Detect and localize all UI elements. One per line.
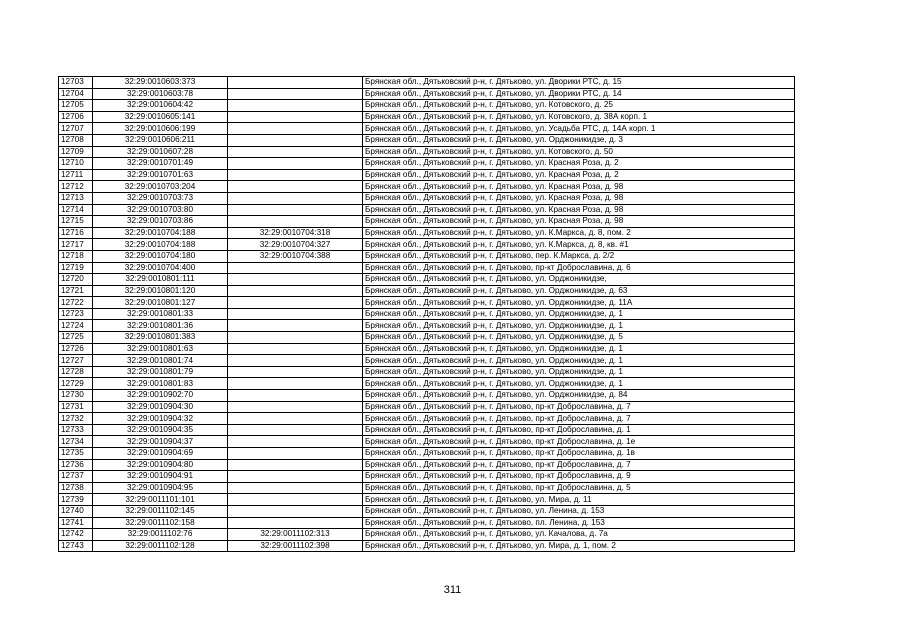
related-cadastral-number-cell (228, 216, 363, 228)
table-row (59, 134, 795, 146)
related-cadastral-number-cell (228, 285, 363, 297)
table-row (59, 529, 795, 541)
row-number-cell: 12716 (59, 227, 93, 239)
address-cell: Брянская обл., Дятьковский р-н, г. Дятьково, ул. Качалова, д. 7а (363, 529, 795, 541)
cadastral-number-cell: 32:29:0010704:400 (93, 262, 228, 274)
cadastral-number-cell: 32:29:0010904:37 (93, 436, 228, 448)
table-row (59, 77, 795, 89)
cadastral-number-cell: 32:29:0011102:128 (93, 540, 228, 552)
cadastral-number-cell: 32:29:0010904:32 (93, 413, 228, 425)
row-number-cell: 12703 (59, 77, 93, 89)
row-number-cell: 12705 (59, 100, 93, 112)
related-cadastral-number-cell (228, 332, 363, 344)
cadastral-number-cell: 32:29:0010701:63 (93, 169, 228, 181)
address-cell: Брянская обл., Дятьковский р-н, г. Дятьково, ул. Красная Роза, д. 98 (363, 204, 795, 216)
cadastral-number-cell: 32:29:0010904:35 (93, 424, 228, 436)
related-cadastral-number-cell: 32:29:0010704:327 (228, 239, 363, 251)
table-row (59, 401, 795, 413)
related-cadastral-number-cell (228, 204, 363, 216)
cadastral-number-cell: 32:29:0010603:78 (93, 88, 228, 100)
cadastral-number-cell: 32:29:0010904:95 (93, 482, 228, 494)
address-cell: Брянская обл., Дятьковский р-н, г. Дятьково, ул. Мира, д. 11 (363, 494, 795, 506)
cadastral-number-cell: 32:29:0010603:373 (93, 77, 228, 89)
table-row (59, 239, 795, 251)
related-cadastral-number-cell: 32:29:0011102:313 (228, 529, 363, 541)
table-row (59, 146, 795, 158)
row-number-cell: 12733 (59, 424, 93, 436)
address-cell: Брянская обл., Дятьковский р-н, г. Дятьково, ул. К.Маркса, д. 8, пом. 2 (363, 227, 795, 239)
row-number-cell: 12712 (59, 181, 93, 193)
address-cell: Брянская обл., Дятьковский р-н, г. Дятьково, ул. Орджоникидзе, д. 84 (363, 390, 795, 402)
cadastral-number-cell: 32:29:0010704:180 (93, 250, 228, 262)
related-cadastral-number-cell (228, 158, 363, 170)
related-cadastral-number-cell (228, 274, 363, 286)
related-cadastral-number-cell (228, 181, 363, 193)
row-number-cell: 12711 (59, 169, 93, 181)
row-number-cell: 12740 (59, 505, 93, 517)
cadastral-number-cell: 32:29:0010904:80 (93, 459, 228, 471)
related-cadastral-number-cell (228, 169, 363, 181)
address-cell: Брянская обл., Дятьковский р-н, г. Дятьково, ул. Красная Роза, д. 98 (363, 192, 795, 204)
address-cell: Брянская обл., Дятьковский р-н, г. Дятьково, пр-кт Доброславина, д. 1в (363, 448, 795, 460)
table-row (59, 227, 795, 239)
table-row (59, 192, 795, 204)
row-number-cell: 12728 (59, 366, 93, 378)
table-row (59, 274, 795, 286)
related-cadastral-number-cell (228, 146, 363, 158)
table-row (59, 459, 795, 471)
address-cell: Брянская обл., Дятьковский р-н, г. Дятьково, ул. Орджоникидзе, д. 1 (363, 308, 795, 320)
table-row (59, 505, 795, 517)
address-cell: Брянская обл., Дятьковский р-н, г. Дятьково, ул. Красная Роза, д. 2 (363, 158, 795, 170)
table-row (59, 517, 795, 529)
cadastral-number-cell: 32:29:0010801:111 (93, 274, 228, 286)
related-cadastral-number-cell (228, 77, 363, 89)
row-number-cell: 12717 (59, 239, 93, 251)
cadastral-number-cell: 32:29:0011102:145 (93, 505, 228, 517)
address-cell: Брянская обл., Дятьковский р-н, г. Дятьково, пр-кт Доброславина, д. 1 (363, 424, 795, 436)
cadastral-number-cell: 32:29:0010801:74 (93, 355, 228, 367)
table-row (59, 216, 795, 228)
table-row (59, 111, 795, 123)
row-number-cell: 12713 (59, 192, 93, 204)
address-cell: Брянская обл., Дятьковский р-н, г. Дятьково, пр-кт Доброславина, д. 5 (363, 482, 795, 494)
table-row (59, 262, 795, 274)
row-number-cell: 12708 (59, 134, 93, 146)
cadastral-number-cell: 32:29:0010801:127 (93, 297, 228, 309)
row-number-cell: 12722 (59, 297, 93, 309)
related-cadastral-number-cell (228, 401, 363, 413)
address-cell: Брянская обл., Дятьковский р-н, г. Дятьково, ул. Орджоникидзе, д. 1 (363, 378, 795, 390)
address-cell: Брянская обл., Дятьковский р-н, г. Дятьково, ул. Орджоникидзе, д. 1 (363, 355, 795, 367)
table-row (59, 100, 795, 112)
cadastral-number-cell: 32:29:0010704:188 (93, 227, 228, 239)
address-cell: Брянская обл., Дятьковский р-н, г. Дятьково, пр-кт Доброславина, д. 9 (363, 471, 795, 483)
row-number-cell: 12709 (59, 146, 93, 158)
table-row (59, 343, 795, 355)
related-cadastral-number-cell (228, 134, 363, 146)
table-row (59, 494, 795, 506)
document-page (58, 76, 795, 552)
table-body (59, 77, 795, 552)
address-cell: Брянская обл., Дятьковский р-н, г. Дятьково, пр-кт Доброславина, д. 1е (363, 436, 795, 448)
row-number-cell: 12718 (59, 250, 93, 262)
cadastral-number-cell: 32:29:0010703:73 (93, 192, 228, 204)
related-cadastral-number-cell (228, 448, 363, 460)
cadastral-number-cell: 32:29:0010801:83 (93, 378, 228, 390)
table-row (59, 436, 795, 448)
related-cadastral-number-cell (228, 100, 363, 112)
cadastral-number-cell: 32:29:0010801:63 (93, 343, 228, 355)
row-number-cell: 12706 (59, 111, 93, 123)
row-number-cell: 12719 (59, 262, 93, 274)
row-number-cell: 12704 (59, 88, 93, 100)
related-cadastral-number-cell (228, 123, 363, 135)
row-number-cell: 12726 (59, 343, 93, 355)
address-cell: Брянская обл., Дятьковский р-н, г. Дятьково, ул. Орджоникидзе, д. 5 (363, 332, 795, 344)
cadastral-number-cell: 32:29:0010605:141 (93, 111, 228, 123)
address-cell: Брянская обл., Дятьковский р-н, г. Дятьково, ул. Котовского, д. 50 (363, 146, 795, 158)
table-row (59, 471, 795, 483)
cadastral-number-cell: 32:29:0011101:101 (93, 494, 228, 506)
row-number-cell: 12725 (59, 332, 93, 344)
related-cadastral-number-cell (228, 436, 363, 448)
table-row (59, 158, 795, 170)
related-cadastral-number-cell (228, 471, 363, 483)
cadastral-number-cell: 32:29:0010801:120 (93, 285, 228, 297)
cadastral-number-cell: 32:29:0010703:86 (93, 216, 228, 228)
row-number-cell: 12730 (59, 390, 93, 402)
table-row (59, 297, 795, 309)
row-number-cell: 12743 (59, 540, 93, 552)
related-cadastral-number-cell: 32:29:0010704:388 (228, 250, 363, 262)
row-number-cell: 12723 (59, 308, 93, 320)
address-cell: Брянская обл., Дятьковский р-н, г. Дятьково, ул. Ленина, д. 153 (363, 505, 795, 517)
address-cell: Брянская обл., Дятьковский р-н, г. Дятьково, ул. Красная Роза, д. 98 (363, 181, 795, 193)
related-cadastral-number-cell (228, 459, 363, 471)
address-cell: Брянская обл., Дятьковский р-н, г. Дятьково, пер. К.Маркса, д. 2/2 (363, 250, 795, 262)
cadastral-number-cell: 32:29:0010801:383 (93, 332, 228, 344)
related-cadastral-number-cell (228, 378, 363, 390)
related-cadastral-number-cell (228, 390, 363, 402)
row-number-cell: 12731 (59, 401, 93, 413)
table-row (59, 181, 795, 193)
address-cell: Брянская обл., Дятьковский р-н, г. Дятьково, ул. Орджоникидзе, д. 11А (363, 297, 795, 309)
related-cadastral-number-cell (228, 482, 363, 494)
address-cell: Брянская обл., Дятьковский р-н, г. Дятьково, пл. Ленина, д. 153 (363, 517, 795, 529)
cadastral-number-cell: 32:29:0010606:211 (93, 134, 228, 146)
address-cell: Брянская обл., Дятьковский р-н, г. Дятьково, пр-кт Доброславина, д. 7 (363, 413, 795, 425)
related-cadastral-number-cell (228, 343, 363, 355)
cadastral-number-cell: 32:29:0010701:49 (93, 158, 228, 170)
address-cell: Брянская обл., Дятьковский р-н, г. Дятьково, ул. Орджоникидзе, д. 1 (363, 343, 795, 355)
table-row (59, 204, 795, 216)
row-number-cell: 12734 (59, 436, 93, 448)
address-cell: Брянская обл., Дятьковский р-н, г. Дятьково, ул. К.Маркса, д. 8, кв. #1 (363, 239, 795, 251)
related-cadastral-number-cell (228, 320, 363, 332)
related-cadastral-number-cell (228, 494, 363, 506)
table-row (59, 448, 795, 460)
address-cell: Брянская обл., Дятьковский р-н, г. Дятьково, ул. Дворики РТС, д. 14 (363, 88, 795, 100)
related-cadastral-number-cell (228, 505, 363, 517)
address-cell: Брянская обл., Дятьковский р-н, г. Дятьково, ул. Мира, д. 1, пом. 2 (363, 540, 795, 552)
cadastral-number-cell: 32:29:0010607:28 (93, 146, 228, 158)
related-cadastral-number-cell (228, 192, 363, 204)
address-cell: Брянская обл., Дятьковский р-н, г. Дятьково, ул. Котовского, д. 38А корп. 1 (363, 111, 795, 123)
table-row (59, 366, 795, 378)
address-cell: Брянская обл., Дятьковский р-н, г. Дятьково, ул. Орджоникидзе, д. 63 (363, 285, 795, 297)
address-cell: Брянская обл., Дятьковский р-н, г. Дятьково, ул. Котовского, д. 25 (363, 100, 795, 112)
table-row (59, 123, 795, 135)
table-row (59, 285, 795, 297)
address-cell: Брянская обл., Дятьковский р-н, г. Дятьково, ул. Красная Роза, д. 2 (363, 169, 795, 181)
address-cell: Брянская обл., Дятьковский р-н, г. Дятьково, пр-кт Доброславина, д. 7 (363, 401, 795, 413)
row-number-cell: 12736 (59, 459, 93, 471)
cadastral-number-cell: 32:29:0010801:33 (93, 308, 228, 320)
related-cadastral-number-cell (228, 111, 363, 123)
cadastral-number-cell: 32:29:0010703:204 (93, 181, 228, 193)
property-registry-table (58, 76, 795, 552)
table-row (59, 355, 795, 367)
related-cadastral-number-cell (228, 355, 363, 367)
address-cell: Брянская обл., Дятьковский р-н, г. Дятьково, ул. Дворики РТС, д. 15 (363, 77, 795, 89)
row-number-cell: 12710 (59, 158, 93, 170)
address-cell: Брянская обл., Дятьковский р-н, г. Дятьково, ул. Усадьба РТС, д. 14А корп. 1 (363, 123, 795, 135)
table-row (59, 320, 795, 332)
page-number: 311 (443, 584, 462, 596)
address-cell: Брянская обл., Дятьковский р-н, г. Дятьково, ул. Красная Роза, д. 98 (363, 216, 795, 228)
row-number-cell: 12741 (59, 517, 93, 529)
address-cell: Брянская обл., Дятьковский р-н, г. Дятьково, ул. Орджоникидзе, д. 1 (363, 320, 795, 332)
cadastral-number-cell: 32:29:0011102:76 (93, 529, 228, 541)
related-cadastral-number-cell (228, 517, 363, 529)
row-number-cell: 12720 (59, 274, 93, 286)
related-cadastral-number-cell (228, 308, 363, 320)
table-row (59, 424, 795, 436)
address-cell: Брянская обл., Дятьковский р-н, г. Дятьково, ул. Орджоникидзе, (363, 274, 795, 286)
row-number-cell: 12715 (59, 216, 93, 228)
address-cell: Брянская обл., Дятьковский р-н, г. Дятьково, ул. Орджоникидзе, д. 3 (363, 134, 795, 146)
address-cell: Брянская обл., Дятьковский р-н, г. Дятьково, пр-кт Доброславина, д. 7 (363, 459, 795, 471)
cadastral-number-cell: 32:29:0010904:69 (93, 448, 228, 460)
table-row (59, 169, 795, 181)
cadastral-number-cell: 32:29:0010606:199 (93, 123, 228, 135)
row-number-cell: 12742 (59, 529, 93, 541)
cadastral-number-cell: 32:29:0010604:42 (93, 100, 228, 112)
related-cadastral-number-cell: 32:29:0010704:318 (228, 227, 363, 239)
cadastral-number-cell: 32:29:0010704:188 (93, 239, 228, 251)
table-row (59, 540, 795, 552)
cadastral-number-cell: 32:29:0010902:70 (93, 390, 228, 402)
address-cell: Брянская обл., Дятьковский р-н, г. Дятьково, ул. Орджоникидзе, д. 1 (363, 366, 795, 378)
row-number-cell: 12739 (59, 494, 93, 506)
related-cadastral-number-cell (228, 88, 363, 100)
cadastral-number-cell: 32:29:0010904:91 (93, 471, 228, 483)
related-cadastral-number-cell (228, 262, 363, 274)
row-number-cell: 12738 (59, 482, 93, 494)
related-cadastral-number-cell (228, 424, 363, 436)
row-number-cell: 12729 (59, 378, 93, 390)
row-number-cell: 12727 (59, 355, 93, 367)
table-row (59, 390, 795, 402)
table-row (59, 250, 795, 262)
address-cell: Брянская обл., Дятьковский р-н, г. Дятьково, пр-кт Доброславина, д. 6 (363, 262, 795, 274)
related-cadastral-number-cell: 32:29:0011102:398 (228, 540, 363, 552)
row-number-cell: 12724 (59, 320, 93, 332)
row-number-cell: 12714 (59, 204, 93, 216)
table-row (59, 378, 795, 390)
related-cadastral-number-cell (228, 297, 363, 309)
table-row (59, 88, 795, 100)
table-row (59, 332, 795, 344)
cadastral-number-cell: 32:29:0010801:36 (93, 320, 228, 332)
row-number-cell: 12732 (59, 413, 93, 425)
table-row (59, 413, 795, 425)
row-number-cell: 12707 (59, 123, 93, 135)
row-number-cell: 12721 (59, 285, 93, 297)
cadastral-number-cell: 32:29:0010904:30 (93, 401, 228, 413)
table-row (59, 308, 795, 320)
row-number-cell: 12735 (59, 448, 93, 460)
table-row (59, 482, 795, 494)
related-cadastral-number-cell (228, 366, 363, 378)
cadastral-number-cell: 32:29:0010801:79 (93, 366, 228, 378)
cadastral-number-cell: 32:29:0011102:158 (93, 517, 228, 529)
cadastral-number-cell: 32:29:0010703:80 (93, 204, 228, 216)
row-number-cell: 12737 (59, 471, 93, 483)
related-cadastral-number-cell (228, 413, 363, 425)
